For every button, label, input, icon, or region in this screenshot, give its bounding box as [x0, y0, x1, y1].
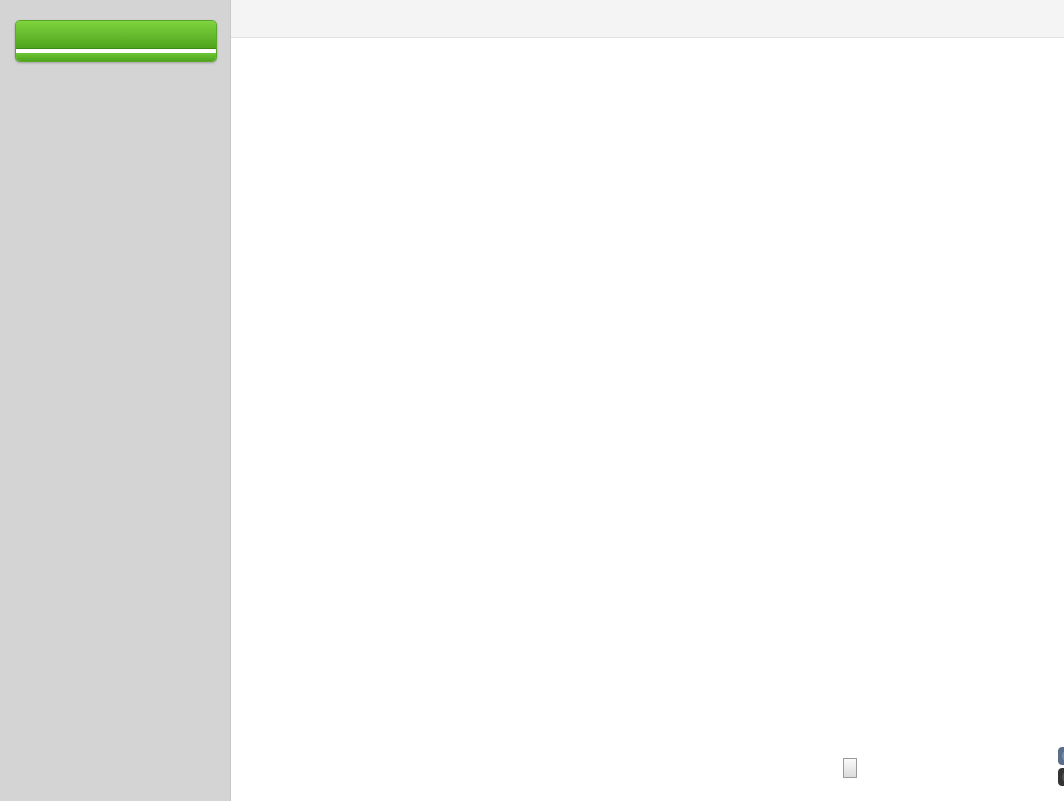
sidebar-title [16, 21, 216, 49]
ipxa-logo-icon [1056, 745, 1064, 789]
watermark [1056, 745, 1064, 795]
top-status-bar [231, 0, 1064, 38]
admin-sidebar [15, 20, 217, 62]
save-button[interactable] [843, 758, 857, 778]
sidebar-footer [16, 53, 216, 61]
main-content [230, 0, 1064, 801]
